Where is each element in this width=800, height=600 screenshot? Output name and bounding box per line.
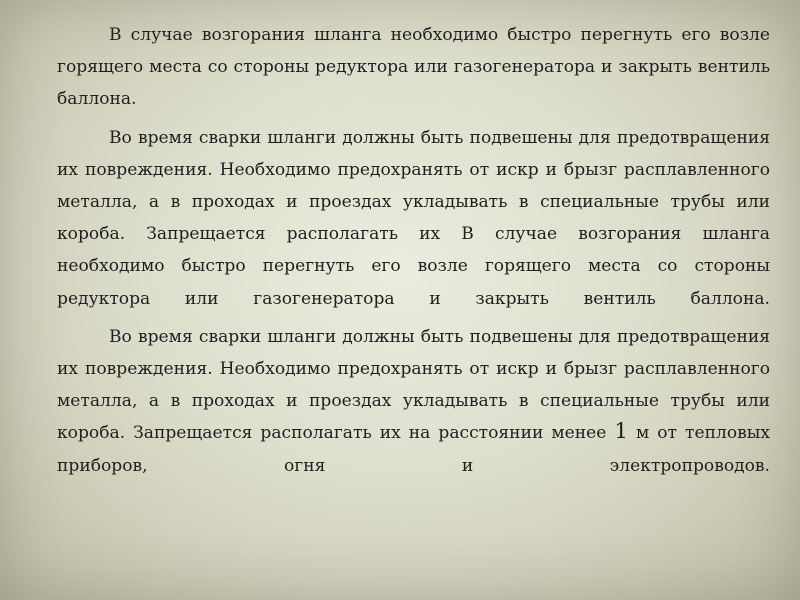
text-line: вентиль баллона. — [57, 57, 771, 110]
text-body — [57, 19, 770, 488]
text-line: места со стороны редуктора или газогенератора и закрыть вентиль — [57, 256, 770, 309]
text-line: возгорания шланга необходимо быстро перегнуть его возле горящего — [57, 224, 770, 277]
text-line: В случае возгорания шланга необходимо быстро перегнуть его возле — [109, 25, 770, 45]
final-line-start: расстоянии менее — [438, 423, 615, 444]
text-line: брызг расплавленного металла, а в проходах и проездах укладывать в — [57, 359, 771, 412]
text-line: специальные трубы или короба. Запрещается располагать их на — [57, 391, 770, 444]
distance-number: 1 — [614, 419, 628, 445]
paragraph-1 — [57, 19, 770, 116]
text-line: Во время сварки шланги должны быть подвешены для — [109, 127, 611, 148]
text-line: брызг расплавленного металла, а в проходах и проездах укладывать в — [57, 159, 771, 213]
text-line: баллона. — [690, 288, 770, 309]
text-line: горящего места со стороны редуктора или газогенератора и закрыть — [57, 57, 692, 78]
text-line: специальные трубы или короба. Запрещается располагать их В случае — [57, 192, 770, 245]
text-line: предотвращения их повреждения. Необходимо предохранять от искр и — [57, 326, 771, 380]
paragraph-3 — [57, 321, 770, 482]
text-line: Во время сварки шланги должны быть подвешены для — [109, 326, 611, 347]
final-line-end: м от тепловых приборов, огня и электропроводов. — [57, 423, 770, 476]
text-line: предотвращения их повреждения. Необходимо предохранять от искр и — [57, 127, 771, 180]
paragraph-2 — [57, 122, 770, 315]
